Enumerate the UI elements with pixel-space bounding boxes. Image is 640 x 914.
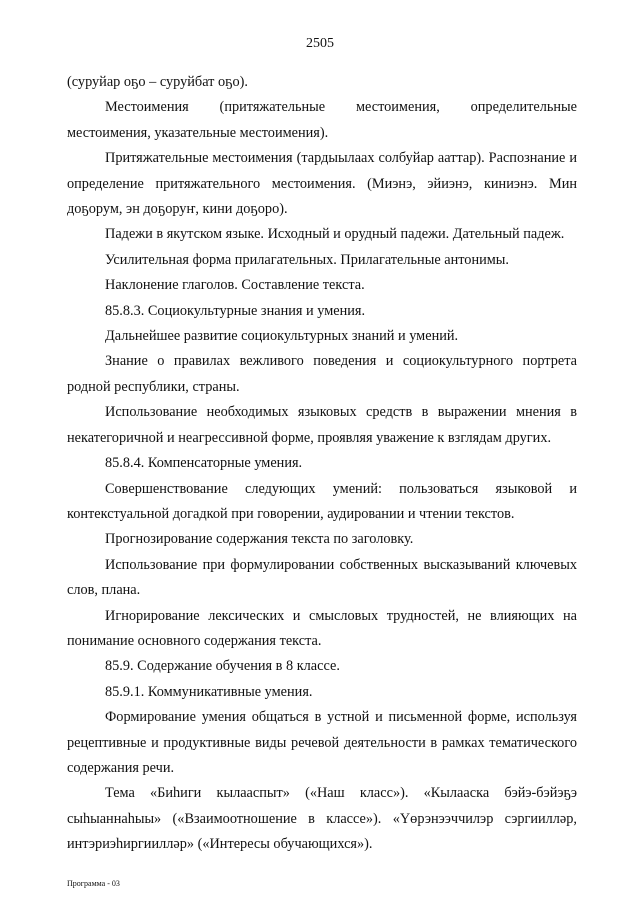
paragraph: Прогнозирование содержания текста по заголовку.	[105, 531, 414, 548]
document-body	[67, 70, 577, 858]
footer-label: Программа - 03	[67, 879, 120, 888]
paragraph: Местоимения (притяжательные местоимения, определительные местоимения, указательные местоимения).	[67, 99, 577, 141]
paragraph: Наклонение глаголов. Составление текста.	[105, 277, 365, 294]
section-heading: 85.9. Содержание обучения в 8 классе.	[105, 658, 340, 675]
section-heading: 85.8.3. Социокультурные знания и умения.	[105, 302, 366, 319]
section-heading: 85.8.4. Компенсаторные умения.	[105, 455, 303, 472]
paragraph: Усилительная форма прилагательных. Прилагательные антонимы.	[105, 251, 509, 268]
paragraph: Притяжательные местоимения (тардыылаах солбуйар ааттар). Распознание и определение притяжательного местоимения. (Миэнэ, эйиэнэ, киниэнэ. Мин доҕорум, эн доҕоруҥ, кини доҕоро).	[67, 150, 577, 218]
paragraph: Использование при формулировании собственных высказываний ключевых слов, плана.	[67, 556, 577, 599]
paragraph: Совершенствование следующих умений: пользоваться языковой и контекстуальной догадкой при говорении, аудировании и чтении текстов.	[67, 480, 577, 522]
paragraph: Игнорирование лексических и смысловых трудностей, не влияющих на понимание основного содержания текста.	[67, 607, 577, 649]
paragraph: Тема «Биһиги кылааспыт» («Наш класс»). «Кылааска бэйэ-бэйэҕэ сыһыаннаһыы» («Взаимоотношение в классе»). «Үөрэнээччилэр сэргиилләр, интэриэһиргиилләр» («Интересы обучающихся»).	[67, 785, 577, 853]
paragraph: Использование необходимых языковых средств в выражении мнения в некатегоричной и неагрессивной форме, проявляя уважение к взглядам других.	[67, 404, 577, 446]
paragraph: Знание о правилах вежливого поведения и социокультурного портрета родной республики, страны.	[67, 353, 577, 395]
paragraph: Формирование умения общаться в устной и письменной форме, используя рецептивные и продуктивные виды речевой деятельности в рамках тематического содержания речи.	[67, 709, 577, 776]
paragraph: Падежи в якутском языке. Исходный и орудный падежи. Дательный падеж.	[105, 226, 565, 243]
page-number: 2505	[306, 36, 334, 51]
paragraph: Дальнейшее развитие социокультурных знаний и умений.	[105, 328, 459, 345]
paragraph: (суруйар оҕо – суруйбат оҕо).	[67, 74, 248, 90]
section-heading: 85.9.1. Коммуникативные умения.	[105, 683, 313, 700]
